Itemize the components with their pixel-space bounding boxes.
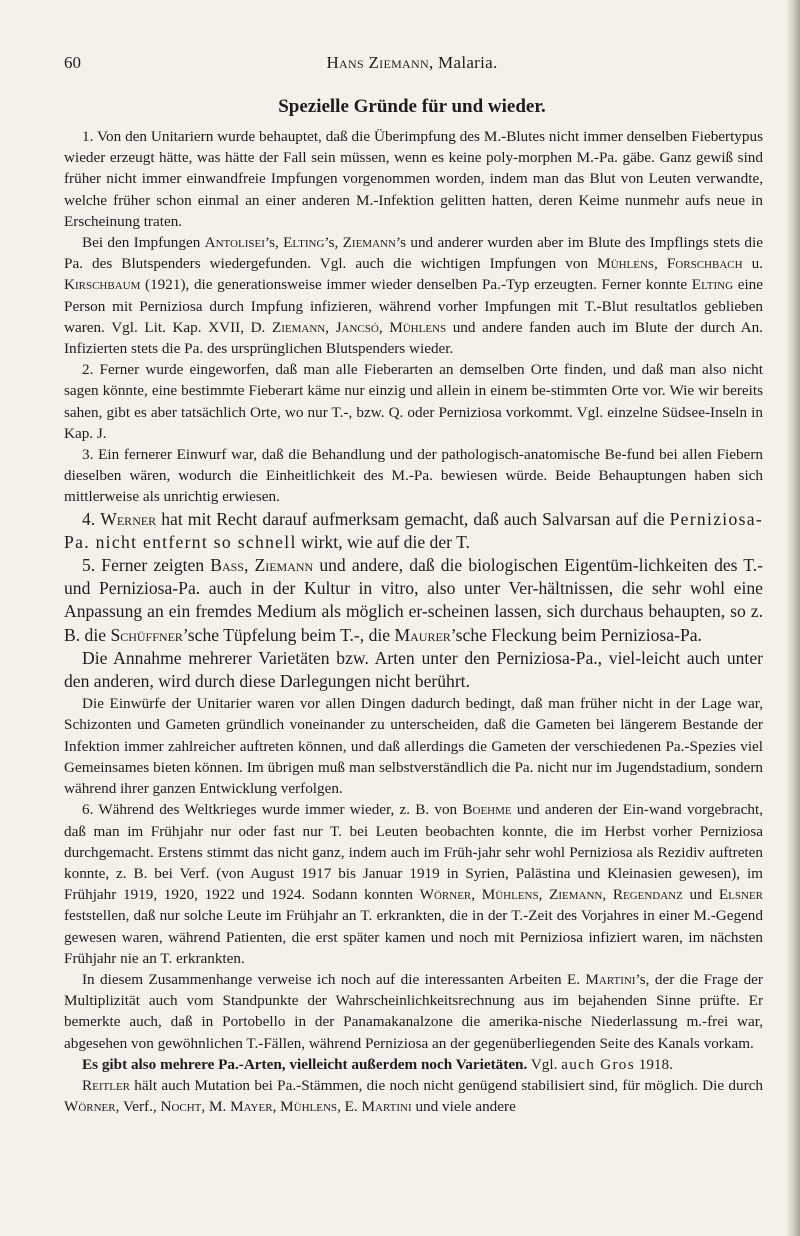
author-name: Mühlens: [481, 886, 539, 904]
author-name: Nocht: [160, 1098, 202, 1116]
paragraph: [64, 969, 763, 1054]
author-name: Maurer: [394, 624, 451, 645]
text-run: 4.: [82, 508, 101, 529]
text-run: 5. Ferner zeigten: [82, 555, 211, 576]
text-run: 1. Von den Unitariern wurde behauptet, daß die Überimpfung des M.-Blutes nicht immer denselben Fiebertypus wieder erzeugt hätte, was hätte der Fall sein müssen, wenn es keine poly-morphen M.-Pa. gäbe. Ganz gewiß sind früher nicht immer einwandfreie Impfungen vorgenommen worden, indem man das Blut von Leuten verwandte, welche früher schon einmal an einer anderen M.-Infektion gelitten hatten, deren Keime nunmehr aufs neue in Erscheinung traten.: [64, 128, 763, 230]
text-run: (1921), die generationsweise immer wieder denselben Pa.-Typ erzeugten. Ferner konnte: [140, 276, 692, 294]
author-name: Martini: [585, 970, 636, 988]
page-header: [64, 53, 760, 75]
author-name: Jancsó: [335, 318, 379, 336]
text-run: Vgl.: [527, 1055, 562, 1073]
text-run: eine Person mit Perniziosa durch Impfung infizieren, während vorher Impfungen mit T.-Blut resultatlos geblieben waren. Vgl. Lit. Kap. XVII, D.: [64, 276, 763, 336]
author-name: Kirschbaum: [64, 276, 141, 294]
text-run: ’s,: [324, 234, 343, 252]
paragraph: [64, 126, 763, 232]
text-run: und viele andere: [411, 1098, 516, 1116]
running-head-author: Hans Ziemann: [326, 53, 429, 72]
text-run: ’s und anderer wurden aber im Blute des Impflings stets die Pa. des Blutspenders wiedergefunden. Vgl. auch die wichtigen Impfungen von: [64, 234, 763, 273]
text-run: ’sche Tüpfelung beim T.-, die: [182, 624, 395, 645]
running-head-title: , Malaria.: [428, 53, 498, 72]
text-run: In diesem Zusammenhange verweise ich noch auf die interessanten Arbeiten E.: [82, 970, 586, 988]
text-run: Die Einwürfe der Unitarier waren vor allen Dingen dadurch bedingt, daß man früher nicht in der Lage war, Schizonten und Gameten gründlich voneinander zu unterscheiden, daß die Gameten bei längerem Bestande der Infektion immer zahlreicher auftreten können, und daß allerdings die Gameten der verschiedenen Pa.-Spezies viel Gemeinsames bieten können. Im übrigen muß man selbstverständlich die Pa. nicht nur im Jugendstadium, sondern während ihrer ganzen Entwicklung verfolgen.: [64, 695, 763, 798]
paragraph: [64, 554, 763, 647]
text-run: ,: [378, 318, 390, 336]
section-title: Spezielle Gründe für und wieder.: [278, 96, 546, 117]
text-run: ,: [602, 886, 613, 904]
author-name: Ziemann: [254, 555, 314, 576]
text-run: Die Annahme mehrerer Varietäten bzw. Arten unter den Perniziosa-Pa., viel-leicht auch unter den anderen, wird durch diese Darlegungen nicht berührt.: [64, 647, 763, 692]
author-name: Boehme: [462, 801, 512, 819]
author-name: Wörner: [419, 886, 472, 904]
paragraph: [64, 1054, 763, 1075]
text-run: ’sche Fleckung beim Perniziosa-Pa.: [450, 624, 702, 645]
author-name: Ziemann: [271, 318, 326, 336]
text-run: hält auch Mutation bei Pa.-Stämmen, die noch nicht genügend stabilisiert sind, für möglich. Die durch: [130, 1076, 763, 1094]
spaced-emphasis: auch Gros: [561, 1055, 635, 1073]
author-name: Bass: [210, 555, 244, 576]
text-run: feststellen, daß nur solche Leute im Frühjahr an T. erkrankten, die in der T.-Zeit des Vorjahres in einer M.-Gegend gewesen waren, während Patienten, die erst später kamen und noch mit Perniziosa infiziert waren, im nächsten Frühjahr nie an T. erkrankten.: [64, 907, 763, 967]
text-run: hat mit Recht darauf aufmerksam gemacht, daß auch Salvarsan auf die: [156, 508, 670, 529]
text-run: 2. Ferner wurde eingeworfen, daß man alle Fieberarten an demselben Orte finden, und daß man also nicht sagen könnte, eine bestimmte Fieberart käme nur einzig und allein in einem be-stimmten Orte vor. Wie wir bereits sahen, gibt es aber tatsächlich Orte, wo nur T.-, bzw. Q. oder Perniziosa vorkommt. Vgl. einzelne Südsee-Inseln in Kap. J.: [64, 361, 763, 442]
paragraph: [64, 1075, 763, 1117]
text-run: 3. Ein fernerer Einwurf war, daß die Behandlung und der pathologisch-anatomische Be-fund bei allen Fiebern dieselben wären, wodurch die Einheitlichkeit des M.-Pa. bewiesen würde. Beide Behauptungen haben sich mittlerweise als unrichtig erwiesen.: [64, 446, 763, 506]
text-run: 6. Während des Weltkrieges wurde immer wieder, z. B. von: [82, 801, 463, 819]
author-name: Mayer: [230, 1098, 273, 1116]
text-run: ,: [654, 255, 667, 273]
author-name: Elsner: [718, 886, 764, 904]
text-run: Bei den Impfungen: [82, 234, 205, 252]
text-run: ,: [272, 1098, 281, 1116]
paragraph: [64, 647, 763, 693]
author-name: Elting: [691, 276, 734, 294]
body-text: [64, 126, 763, 1117]
paragraph: [64, 232, 763, 359]
text-run: , Verf.,: [115, 1098, 161, 1116]
author-name: Elting: [283, 234, 325, 252]
text-run: ,: [538, 886, 550, 904]
text-run: wirkt, wie auf die der T.: [296, 531, 470, 552]
text-run: und andere fanden auch im Blute der durch An. Infizierten stets die Pa. des ursprünglichen Blutspenders wieder.: [64, 318, 764, 358]
text-run: und: [682, 886, 719, 904]
author-name: Schüffner: [110, 624, 183, 645]
text-run: , M.: [201, 1098, 231, 1116]
paragraph: [64, 693, 763, 799]
bold-emphasis: Es gibt also mehrere Pa.-Arten, vielleicht außerdem noch Varietäten.: [82, 1055, 528, 1073]
text-run: 1918.: [634, 1055, 673, 1073]
paragraph: [64, 359, 763, 444]
author-name: Regendanz: [612, 886, 683, 904]
author-name: Wörner: [64, 1098, 116, 1116]
paragraph: [64, 799, 763, 969]
text-run: ,: [471, 886, 482, 904]
text-run: ’s, der die Frage der Multiplizität auch vom Standpunkte der Wahrscheinlichkeitsrechnung aus im bejahenden Sinne prüfte. Er bemerkte auch, daß in Portobello in der Panamakanalzone die amerika-nische Niederlassung m.-frei war, abgesehen von gewöhnlichen T.-Fällen, während Perniziosa an der gegenüberliegenden Seite des Kanals vorkam.: [64, 970, 763, 1052]
author-name: Werner: [100, 508, 157, 529]
text-run: ’s,: [264, 234, 284, 252]
text-run: ,: [325, 318, 336, 336]
page-edge-shadow: [786, 0, 800, 1236]
paragraph: [64, 508, 763, 554]
text-run: ,: [243, 555, 255, 576]
author-name: Forschbach: [666, 255, 743, 273]
text-run: u.: [742, 255, 763, 273]
text-run: und andere, daß die biologischen Eigentüm-lichkeiten des T.- und Perniziosa-Pa. auch in der Kultur in vitro, also unter Ver-hältnissen, die sehr wohl eine Anpassung an ein fremdes Medium als möglich er-scheinen lassen, sich durchaus behaupten, so z. B. die: [64, 555, 764, 645]
running-head: [64, 53, 760, 73]
author-name: Mühlens: [597, 255, 655, 273]
paragraph: [64, 444, 763, 508]
text-run: und anderen der Ein-wand vorgebracht, daß man im Frühjahr nur oder fast nur T. bei Leuten beobachten konnte, die im Herbst vorher Perniziosa durchgemacht. Erstens stimmt das nicht ganz, indem auch im Früh-jahr sehr wohl Perniziosa als Rezidiv auftreten konnte, z. B. bei Verf. (von August 1917 bis Januar 1919 in Syrien, Palästina und Kleinasien gewesen), im Frühjahr 1919, 1920, 1922 und 1924. Sodann konnten: [64, 801, 764, 904]
page-number: 60: [64, 53, 81, 72]
author-name: Reitler: [82, 1076, 131, 1094]
author-name: Antolisei: [204, 234, 265, 252]
spaced-emphasis: Perniziosa-Pa. nicht entfernt so schnell: [64, 508, 764, 552]
author-name: Mühlens: [280, 1098, 338, 1116]
text-run: , E.: [337, 1098, 362, 1116]
author-name: Ziemann: [549, 886, 603, 904]
author-name: Ziemann: [342, 234, 396, 252]
author-name: Martini: [361, 1098, 412, 1116]
author-name: Mühlens: [389, 318, 447, 336]
